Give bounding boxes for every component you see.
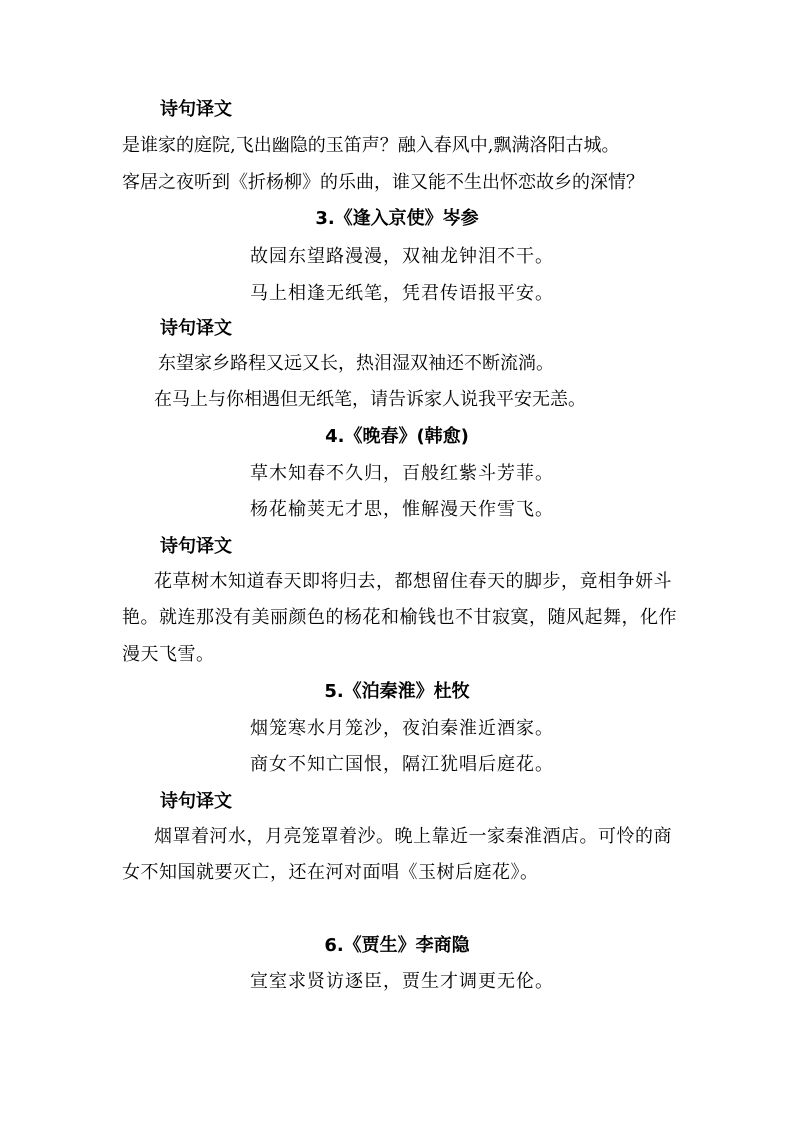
poem-line: 商女不知亡国恨，隔江犹唱后庭花。 [250, 754, 554, 775]
translation-text: 东望家乡路程又远又长，热泪湿双袖还不断流淌。 [158, 353, 554, 374]
poem-title: 5.《泊秦淮》杜牧 [324, 681, 470, 702]
translation-heading: 诗句译文 [160, 536, 232, 557]
poem-line: 故园东望路漫漫，双袖龙钟泪不干。 [250, 246, 554, 267]
translation-text: 在马上与你相遇但无纸笔，请告诉家人说我平安无恙。 [154, 389, 586, 410]
poem-title: 6.《贾生》李商隐 [324, 935, 470, 956]
translation-text: 女不知国就要灭亡，还在河对面唱《玉树后庭花》。 [122, 862, 539, 883]
translation-text: 烟罩着河水，月亮笼罩着沙。晚上靠近一家秦淮酒店。可怜的商 [154, 826, 672, 847]
poem-line: 草木知春不久归，百般红紫斗芳菲。 [250, 463, 554, 484]
poem-line: 宣室求贤访逐臣，贾生才调更无伦。 [250, 971, 554, 992]
translation-text: 漫天飞雪。 [122, 644, 215, 665]
poem-title: 4.《晚春》(韩愈) [325, 426, 469, 447]
translation-text: 客居之夜听到《折杨柳》的乐曲，谁又能不生出怀恋故乡的深情？ [122, 172, 644, 193]
poem-line: 马上相逢无纸笔，凭君传语报平安。 [250, 283, 554, 304]
translation-text: 艳。就连那没有美丽颜色的杨花和榆钱也不甘寂寞，随风起舞，化作 [122, 607, 677, 628]
translation-heading: 诗句译文 [160, 318, 232, 339]
poem-line: 杨花榆荚无才思，惟解漫天作雪飞。 [250, 499, 554, 520]
translation-heading: 诗句译文 [160, 99, 232, 120]
translation-heading: 诗句译文 [160, 791, 232, 812]
poem-title: 3.《逢入京使》岑参 [315, 208, 479, 229]
translation-text: 花草树木知道春天即将归去，都想留住春天的脚步，竟相争妍斗 [154, 571, 672, 592]
poem-line: 烟笼寒水月笼沙，夜泊秦淮近酒家。 [250, 718, 554, 739]
translation-text: 是谁家的庭院,飞出幽隐的玉笛声？融入春风中,飘满洛阳古城。 [122, 135, 620, 156]
